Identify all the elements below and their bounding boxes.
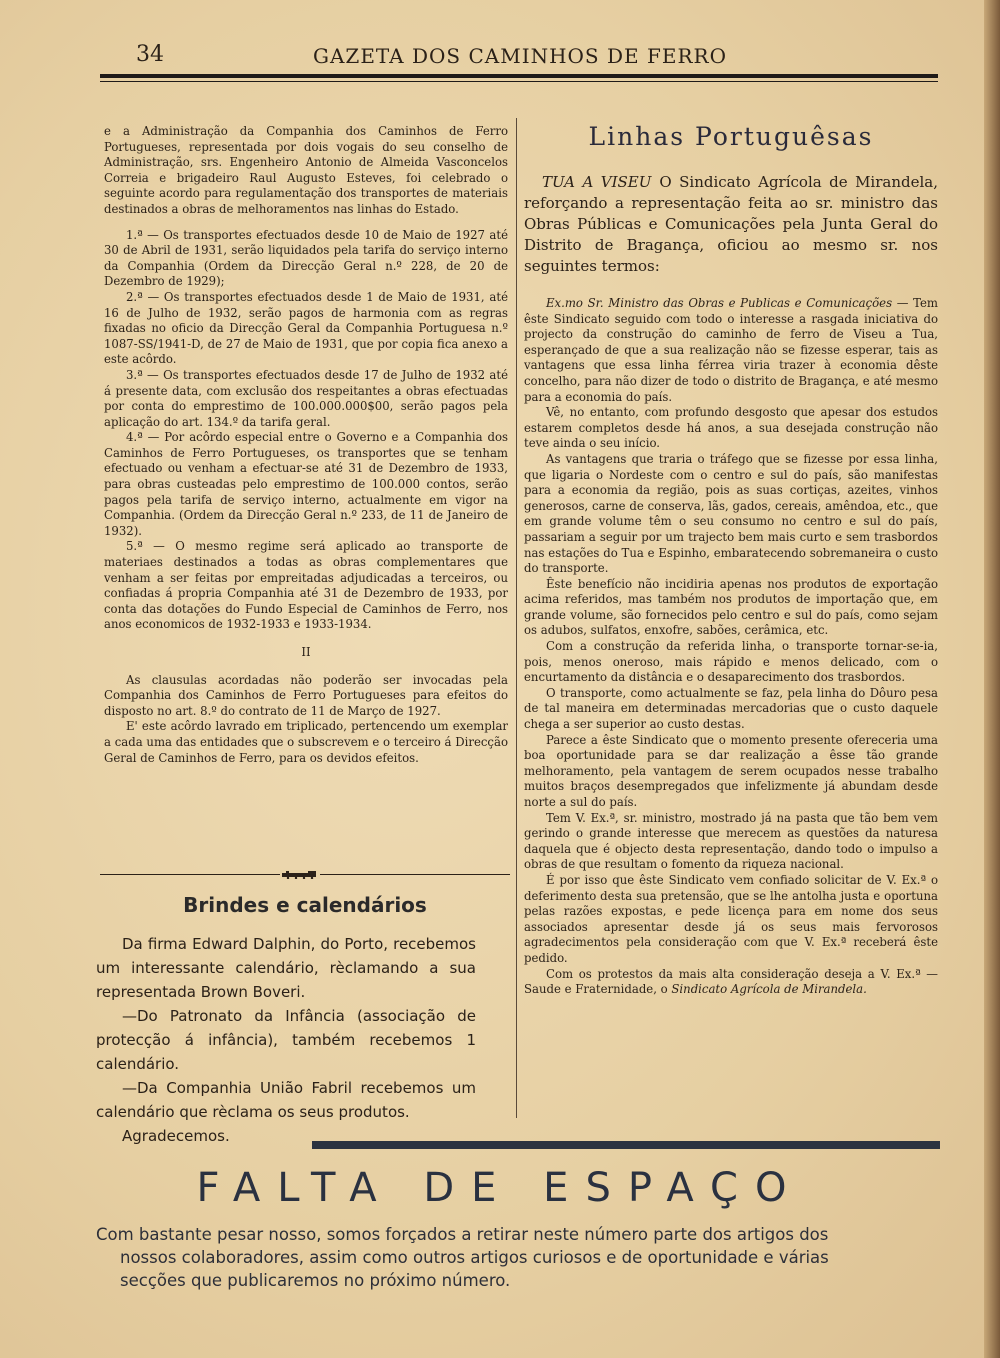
falta-de-espaco-heading: FALTA DE ESPAÇO (196, 1165, 804, 1211)
letter-paragraph: Parece a êste Sindicato que o momento presente ofereceria uma boa oportunidade para se dar realização a êsse tão grande melhoramento, pela vantagem de serem ocupados nesse trabalho muitos braços desempregados que infelizmente já abundam desde norte a sul do país. (524, 732, 938, 809)
notice-line: secções que publicaremos no próximo número. (120, 1271, 511, 1290)
notice-line: nossos colaboradores, assim como outros artigos curiosos e de oportunidade e várias (120, 1248, 829, 1267)
page-number: 34 (136, 42, 164, 67)
book-spine-edge (984, 0, 1000, 1358)
header-rule-thin (100, 81, 938, 82)
article-paragraph: 1.ª — Os transportes efectuados desde 10 de Maio de 1927 até 30 de Abril de 1931, serão liquidados pela tarifa do serviço interno da Companhia (Ordem da Direcção Geral n.º 228, de 20 de Dezembro de 1929); (104, 227, 508, 289)
article-paragraph: As clausulas acordadas não poderão ser invocadas pela Companhia dos Caminhos de Ferro Portugueses para efeitos do disposto no art. 8.º do contrato de 11 de Março de 1927. (104, 672, 508, 718)
falta-de-espaco-notice (96, 1223, 938, 1292)
closing-text: Com os protestos da mais alta consideração deseja a V. Ex.ª — Saude e Fraternidade, o (524, 966, 938, 997)
letter-paragraph: Tem V. Ex.ª, sr. ministro, mostrado já na pasta que tão bem vem gerindo o grande interesse que merecem as questões da naturesa daquela que é objecto desta representação, dando todo o impulso a obras de que resultam o fomento da riqueza nacional. (524, 810, 938, 872)
right-column-article (524, 296, 938, 998)
article-paragraph: 2.ª — Os transportes efectuados desde 1 de Maio de 1931, até 16 de Julho de 1932, serão pagos de harmonia com as regras fixadas no oficio da Direcção Geral da Companhia Portuguesa n.º 1087-SS/1941-D, de 27 de Maio de 1931, que por copia fica anexo a este acôrdo. (104, 289, 508, 367)
article-paragraph: e a Administração da Companhia dos Caminhos de Ferro Portugueses, representada por dois vogais do seu conselho de Administração, srs. Engenheiro Antonio de Almeida Vasconcelos Correia e brigadeiro Raul Augusto Esteves, foi celebrado o seguinte acordo para regulamentação dos transportes de materiais destinados a obras de melhoramentos nas linhas do Estado. (104, 124, 508, 216)
letter-salutation: Ex.mo Sr. Ministro das Obras e Publicas e Comunicações (546, 296, 893, 310)
signature: Sindicato Agrícola de Mirandela. (671, 982, 867, 997)
lead-paragraph (524, 172, 938, 277)
kicker-tua-a-viseu: TUA A VISEU (542, 173, 652, 191)
letter-paragraph: Êste benefício não incidiria apenas nos produtos de exportação acima referidos, mas também nos produtos de importação que, em grande volume, são fornecidos pelo centro e sul do país, como sejam os adubos, sulfatos, enxofre, sabões, cerâmica, etc. (524, 576, 938, 638)
article-paragraph: 3.ª — Os transportes efectuados desde 17 de Julho de 1932 até á presente data, com exclusão dos respeitantes a obras efectuadas por conta do emprestimo de 100.000.000$00, serão pagos pela aplicação do art. 134.º da tarifa geral. (104, 367, 508, 429)
letter-paragraph: As vantagens que traria o tráfego que se fizesse por essa linha, que ligaria o Nordeste com o centro e sul do país, são manifestas para a economia da região, pois as suas cortiças, azeites, vinhos generosos, carne de conserva, lãs, gados, cereais, amêndoa, etc., que em grande volume têm o seu consumo no centro e sul do país, passariam a seguir por um trajecto bem mais curto e sem trasbordos nas estações do Tua e Espinho, embaratecendo sobremaneira o custo do transporte. (524, 451, 938, 576)
letter-paragraph: Vê, no entanto, com profundo desgosto que apesar dos estudos estarem completos desde há anos, a sua desejada construção não teve ainda o seu início. (524, 405, 938, 451)
letter-first-paragraph (524, 296, 938, 405)
brindes-paragraph: Agradecemos. (122, 1127, 230, 1145)
brindes-heading: Brindes e calendários (183, 893, 427, 917)
section-separator (100, 870, 510, 880)
letter-closing (524, 967, 938, 998)
page-header (100, 40, 940, 74)
header-rule-thick (100, 74, 938, 78)
notice-band (312, 1141, 940, 1149)
tua-viseu-lead (524, 172, 938, 277)
section-number: II (301, 645, 311, 659)
letter-paragraph: É por isso que êste Sindicato vem confiado solicitar de V. Ex.ª o deferimento desta sua pretensão, que se lhe antolha justa e oportuna pelas razões expostas, e pede licença para em nome dos seus associados apresentar desde já os seus mais fervorosos agradecimentos pela consideração com que V. Ex.ª receberá êste pedido. (524, 872, 938, 965)
letter-paragraph: O transporte, como actualmente se faz, pela linha do Dôuro pesa de tal maneira em determinadas mercadorias que o custo daquele chega a ser superior ao custo destas. (524, 685, 938, 732)
notice-line: Com bastante pesar nosso, somos forçados a retirar neste número parte dos artigos dos (96, 1225, 829, 1244)
left-column-article (104, 124, 508, 766)
letter-paragraph: Com a construção da referida linha, o transporte tornar-se-ia, pois, menos oneroso, mais rápido e menos delicado, com o encurtamento da distância e o desaparecimento dos trasbordos. (524, 639, 938, 685)
article-paragraph: 5.ª — O mesmo regime será aplicado ao transporte de materiaes destinados a todas as obras complementares que venham a ser feitas por empreitadas adjudicadas a terceiros, ou confiadas á propria Companhia até 31 de Dezembro de 1933, por conta das dotações do Fundo Especial de Caminhos de Ferro, nos anos economicos de 1932-1933 e 1933-1934. (104, 539, 508, 632)
column-divider (516, 118, 517, 1118)
lead-text: O Sindicato Agrícola de Mirandela, reforçando a representação feita ao sr. ministro das Obras Públicas e Comunicações pela Junta Geral do Distrito de Bragança, oficiou ao mesmo sr. nos seguintes termos: (524, 173, 938, 275)
brindes-paragraph: —Do Patronato da Infância (associação de protecção á infância), também recebemos 1 calendário. (96, 1007, 476, 1073)
article-paragraph: 4.ª — Por acôrdo especial entre o Governo e a Companhia dos Caminhos de Ferro Portugueses, os transportes que se tenham efectuado ou venham a efectuar-se até 31 de Dezembro de 1933, para obras custeadas pelo emprestimo de 100.000 contos, serão pagos pela tarifa de serviço interno, actualmente em vigor na Companhia. (Ordem da Direcção Geral n.º 233, de 11 de Janeiro de 1932). (104, 430, 508, 538)
locomotive-icon (280, 870, 320, 879)
letter-first-text: — Tem êste Sindicato seguido com todo o interesse a rasgada iniciativa do projecto da construção do caminho de ferro de Viseu a Tua, esperançado de que a sua realização não se fizesse esperar, tais as vantagens que essa linha férrea viria trazer à economia dêste concelho, para não dizer de todo o distrito de Bragança, e até mesmo para a economia do país. (524, 296, 938, 404)
article-paragraph: E' este acôrdo lavrado em triplicado, pertencendo um exemplar a cada uma das entidades que o subscrevem e o terceiro á Direcção Geral de Caminhos de Ferro, para os devidos efeitos. (104, 719, 508, 765)
brindes-paragraph: —Da Companhia União Fabril recebemos um calendário que rèclama os seus produtos. (96, 1079, 476, 1121)
journal-title: GAZETA DOS CAMINHOS DE FERRO (313, 44, 727, 68)
brindes-article (96, 932, 476, 1148)
linhas-heading: Linhas Portuguêsas (588, 122, 874, 151)
brindes-paragraph: Da firma Edward Dalphin, do Porto, recebemos um interessante calendário, rèclamando a sua representada Brown Boveri. (96, 935, 476, 1001)
